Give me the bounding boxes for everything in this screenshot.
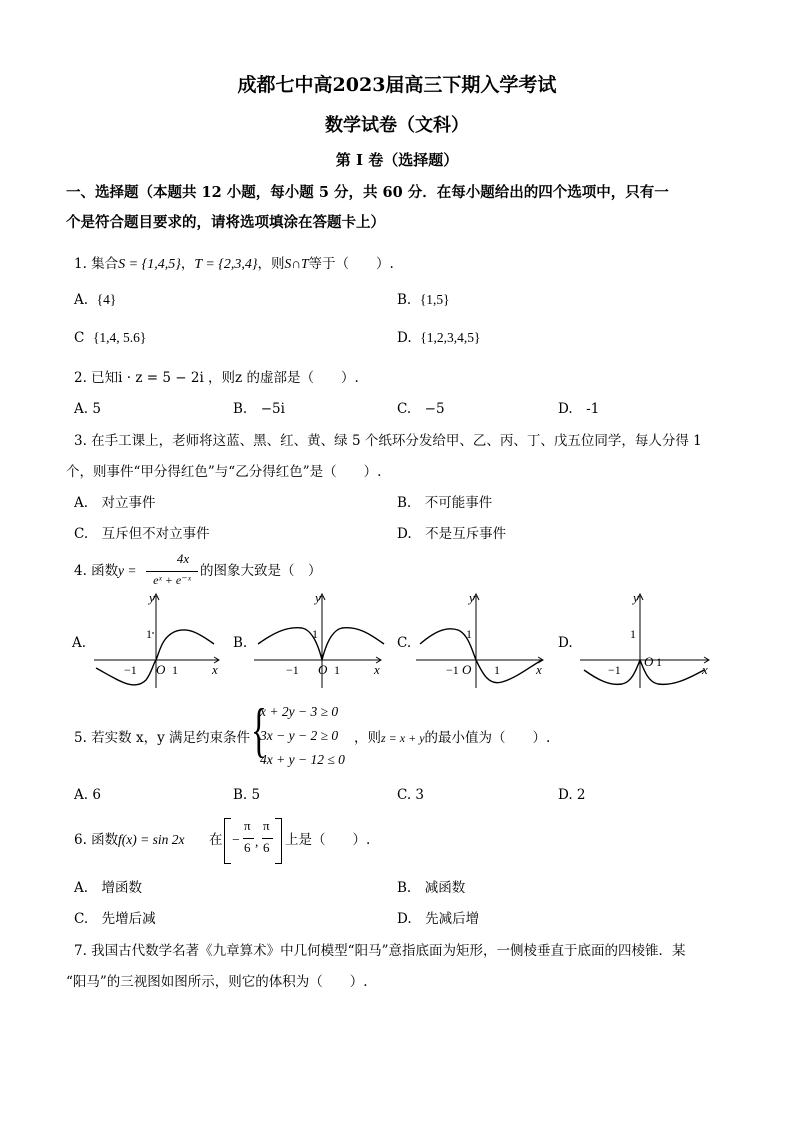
q1-option-a: A. {4} <box>74 292 117 308</box>
q4-label-d: D. <box>558 635 573 651</box>
q3-option-b: B. 不可能事件 <box>397 495 493 511</box>
graph-b-neg-one: −1 <box>286 663 299 677</box>
q5-constraint-2: 3x − y − 2 ≥ 0 <box>260 728 339 743</box>
q3-option-a: A. 对立事件 <box>74 495 156 511</box>
q4-graph-c <box>412 588 552 698</box>
q6-left-bracket <box>224 818 231 864</box>
q4-y-equals: y = <box>118 563 137 578</box>
q7-stem-line-1: 7. 我国古代数学名著《九章算术》中几何模型“阳马”意指底面为矩形，一侧棱垂直于底面的四棱锥．某 <box>74 943 686 959</box>
graph-c-x-label: x <box>536 662 542 677</box>
graph-b-curve <box>258 628 384 660</box>
q2-option-b: B. −5i <box>233 401 285 417</box>
q6-pi-1: π <box>244 818 251 833</box>
q6-option-a: A. 增函数 <box>74 880 143 896</box>
q6-right-bracket <box>275 818 282 864</box>
q3-option-c: C. 互斥但不对立事件 <box>74 526 210 542</box>
graph-b-x-label: x <box>374 662 380 677</box>
q4-graph-a <box>88 588 228 698</box>
q5-brace: { <box>251 697 267 763</box>
q6-tail: 上是（ ）. <box>285 832 371 848</box>
q4-fraction-bar <box>146 571 198 572</box>
graph-c-y-label: y <box>469 590 475 605</box>
q5-option-d: D. 2 <box>558 787 586 803</box>
q1-tail: 等于（ ）. <box>308 256 394 272</box>
graph-a-one-x: 1 <box>172 663 178 677</box>
graph-c-one-y: 1 <box>466 627 472 641</box>
q7-stem-line-2: “阳马”的三视图如图所示，则它的体积为（ ）. <box>66 974 368 990</box>
q3-stem-line-1: 3. 在手工课上，老师将这蓝、黑、红、黄、绿 5 个纸环分发给甲、乙、丙、丁、戊五位同学，每人分得 1 <box>74 433 702 449</box>
graph-c-curve <box>420 629 542 683</box>
graph-a-x-label: x <box>212 662 218 677</box>
q6-six-2: 6 <box>263 840 270 855</box>
graph-d-neg-one: −1 <box>608 663 621 677</box>
q6-minus: − <box>232 832 240 847</box>
graph-c-neg-one: −1 <box>446 663 459 677</box>
graph-d-origin: O <box>644 654 654 669</box>
q6-function: f(x) = sin 2x <box>118 832 185 847</box>
q2-option-d: D. -1 <box>558 401 600 417</box>
q5-option-b: B. 5 <box>233 787 261 803</box>
q5-constraint-1: x + 2y − 3 ≥ 0 <box>260 704 339 719</box>
q6-comma: , <box>255 834 259 849</box>
q6-option-d: D. 先减后增 <box>397 911 480 927</box>
exam-subtitle: 数学试卷（文科） <box>325 115 469 136</box>
q5-tail: ，则z = x + y的最小值为（ ）. <box>354 730 551 746</box>
q5-constraint-3: 4x + y − 12 ≤ 0 <box>260 752 345 767</box>
q1-option-c: C {1,4, 5.6} <box>74 330 147 346</box>
graph-c-one-x: 1 <box>494 663 500 677</box>
graph-d-one-y: 1 <box>630 627 636 641</box>
graph-b-origin: O <box>318 662 328 677</box>
q4-label-b: B. <box>233 635 248 651</box>
q2-option-a: A. 5 <box>74 401 101 417</box>
section-heading: 第 I 卷（选择题） <box>335 151 459 169</box>
q3-stem-line-2: 个，则事件“甲分得红色”与“乙分得红色”是（ ）. <box>66 464 382 480</box>
graph-b-one-y: 1 <box>312 627 318 641</box>
graph-c-origin: O <box>462 662 472 677</box>
graph-b-one-x: 1 <box>334 663 340 677</box>
graph-d-x-label: x <box>702 662 708 677</box>
q6-option-b: B. 减函数 <box>397 880 466 896</box>
q5-option-a: A. 6 <box>74 787 101 803</box>
q6-option-c: C. 先增后减 <box>74 911 156 927</box>
q5-objective: z = x + y <box>381 731 425 745</box>
q6-pi-2: π <box>263 818 270 833</box>
graph-c-axes <box>416 594 543 688</box>
graph-d-axes <box>580 594 709 688</box>
q6-six-1: 6 <box>244 840 251 855</box>
graph-a-curve <box>96 630 214 685</box>
q1-stem: 1. 集合S = {1,4,5}，T = {2,3,4}，则S∩T等于（ ）. <box>74 256 394 272</box>
graph-a-origin: O <box>156 662 166 677</box>
q3-option-d: D. 不是互斥事件 <box>397 526 507 542</box>
q5-prefix: 5. 若实数 x，y 满足约束条件 <box>74 730 250 746</box>
q6-frac-bar-2 <box>262 838 273 839</box>
q1-mid: ，则 <box>257 256 285 272</box>
q4-prefix: 4. 函数 <box>74 563 119 579</box>
q1-set-t: T = {2,3,4} <box>194 257 258 272</box>
q5-option-c: C. 3 <box>397 787 425 803</box>
instructions-line-1: 一、选择题（本题共 12 小题，每小题 5 分，共 60 分．在每小题给出的四个选项中，只有一 <box>66 184 669 201</box>
q4-numerator: 4x <box>176 551 190 566</box>
graph-b-y-label: y <box>315 590 321 605</box>
graph-a-one-y: 1 <box>146 627 152 641</box>
q6-frac-bar-1 <box>243 838 254 839</box>
q4-label-c: C. <box>397 635 412 651</box>
q1-number: 1. 集合 <box>74 256 119 272</box>
q1-option-b: B. {1,5} <box>397 292 450 308</box>
q2-stem: 2. 已知i · z = 5 − 2i ，则z 的虚部是（ ）. <box>74 370 359 386</box>
graph-a-y-label: y <box>149 590 155 605</box>
q1-option-d: D. {1,2,3,4,5} <box>397 330 481 346</box>
graph-a-neg-one: −1 <box>124 663 137 677</box>
graph-d-y-label: y <box>633 590 639 605</box>
q4-denominator: eˣ + e⁻ˣ <box>153 573 191 587</box>
instructions-line-2: 个是符合题目要求的，请将选项填涂在答题卡上） <box>66 214 385 231</box>
q4-graph-d <box>576 588 716 698</box>
q6-mid: 在 <box>209 832 223 848</box>
q4-graph-b <box>250 588 390 698</box>
q6-prefix: 6. 函数 <box>74 832 119 848</box>
q1-expr: S∩T <box>284 256 309 271</box>
exam-title: 成都七中高2023届高三下期入学考试 <box>237 74 557 96</box>
q1-set-s: S = {1,4,5} <box>118 257 181 272</box>
q4-label-a: A. <box>72 635 87 651</box>
q4-tail: 的图象大致是（ ） <box>200 563 322 579</box>
q2-option-c: C. −5 <box>397 401 445 417</box>
graph-d-one-x: 1 <box>656 655 662 669</box>
